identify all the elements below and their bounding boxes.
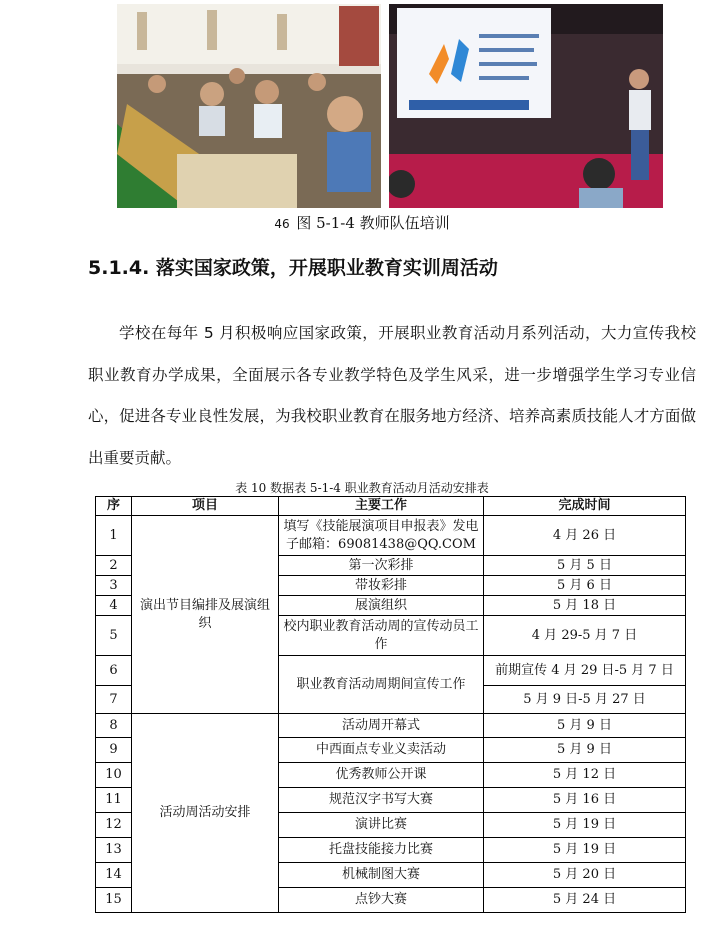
header-no: 序: [96, 497, 132, 516]
row-time: 5 月 9 日: [484, 714, 686, 738]
row-work: 填写《技能展演项目申报表》发电子邮箱：69081438@QQ.COM: [279, 516, 484, 556]
row-time: 5 月 20 日: [484, 863, 686, 888]
row-no: 1: [96, 516, 132, 556]
row-work: 机械制图大赛: [279, 863, 484, 888]
group-activity-week: 活动周活动安排: [132, 714, 279, 913]
row-no: 11: [96, 788, 132, 813]
row-no: 15: [96, 888, 132, 913]
presentation-photo: [389, 4, 663, 208]
row-work: 展演组织: [279, 596, 484, 616]
row-work: 中西面点专业义卖活动: [279, 738, 484, 763]
figure-caption-text: 图 5-1-4 教师队伍培训: [296, 214, 450, 232]
section-heading: 5.1.4. 落实国家政策，开展职业教育实训周活动: [88, 257, 498, 279]
row-no: 14: [96, 863, 132, 888]
table-header-row: [96, 497, 686, 516]
row-no: 12: [96, 813, 132, 838]
row-no: 4: [96, 596, 132, 616]
figure-number: 46: [274, 217, 290, 231]
row-time: 5 月 18 日: [484, 596, 686, 616]
row-no: 6: [96, 656, 132, 686]
row-time: 5 月 19 日: [484, 838, 686, 863]
row-work: 第一次彩排: [279, 556, 484, 576]
table-row: [96, 516, 686, 556]
row-work: 点钞大赛: [279, 888, 484, 913]
row-work: 托盘技能接力比赛: [279, 838, 484, 863]
row-time: 5 月 5 日: [484, 556, 686, 576]
row-time: 5 月 6 日: [484, 576, 686, 596]
row-time: 5 月 24 日: [484, 888, 686, 913]
row-time: 前期宣传 4 月 29 日-5 月 7 日: [484, 656, 686, 686]
row-work: 职业教育活动周期间宣传工作: [279, 656, 484, 714]
group-performance: 演出节目编排及展演组织: [132, 516, 279, 714]
row-work: 规范汉字书写大赛: [279, 788, 484, 813]
row-time: 5 月 16 日: [484, 788, 686, 813]
row-no: 10: [96, 763, 132, 788]
row-work: 优秀教师公开课: [279, 763, 484, 788]
header-main-work: 主要工作: [279, 497, 484, 516]
row-work: 演讲比赛: [279, 813, 484, 838]
figure-caption: [0, 212, 724, 233]
training-photos: [117, 4, 663, 210]
header-project: 项目: [132, 497, 279, 516]
row-work: 活动周开幕式: [279, 714, 484, 738]
section-paragraph: 学校在每年 5 月积极响应国家政策，开展职业教育活动月系列活动，大力宣传我校职业教育办学成果，全面展示各专业教学特色及学生风采，进一步增强学生学习专业信心，促进各专业良性发展，为我校职业教育在服务地方经济、培养高素质技能人才方面做出重要贡献。: [88, 324, 696, 467]
row-no: 2: [96, 556, 132, 576]
row-time: 5 月 19 日: [484, 813, 686, 838]
row-no: 9: [96, 738, 132, 763]
row-no: 8: [96, 714, 132, 738]
row-no: 7: [96, 686, 132, 714]
row-no: 13: [96, 838, 132, 863]
table-title: 表 10 数据表 5-1-4 职业教育活动月活动安排表: [235, 481, 489, 495]
row-no: 5: [96, 616, 132, 656]
row-no: 3: [96, 576, 132, 596]
row-work: 校内职业教育活动周的宣传动员工作: [279, 616, 484, 656]
row-time: 5 月 9 日: [484, 738, 686, 763]
header-finish-time: 完成时间: [484, 497, 686, 516]
row-time: 4 月 26 日: [484, 516, 686, 556]
schedule-table: [95, 496, 686, 913]
classroom-training-photo: [117, 4, 381, 208]
row-time: 5 月 9 日-5 月 27 日: [484, 686, 686, 714]
row-time: 4 月 29-5 月 7 日: [484, 616, 686, 656]
table-row: [96, 714, 686, 738]
row-time: 5 月 12 日: [484, 763, 686, 788]
row-work: 带妆彩排: [279, 576, 484, 596]
